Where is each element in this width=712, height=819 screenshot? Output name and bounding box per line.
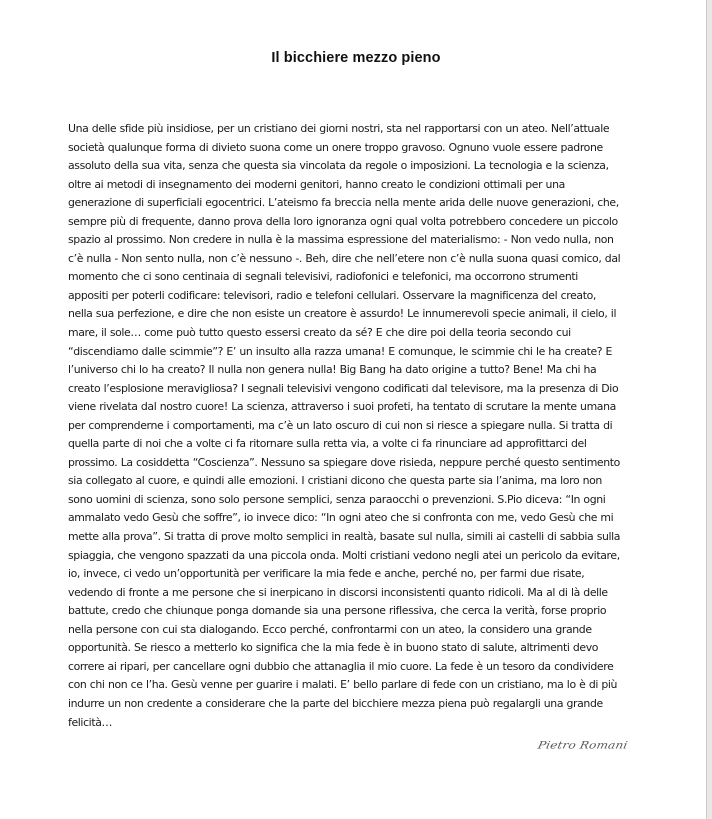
body-line: indurre un non credente a considerare che la parte del bicchiere mezza piena può regalargli una grande — [68, 696, 603, 710]
body-line: correre ai ripari, per cancellare ogni dubbio che attanaglia il mio cuore. La fede è un tesoro da condividere — [68, 659, 614, 673]
body-line: opportunità. Se riesco a metterlo ko significa che la mia fede è in buono stato di salute, altrimenti devo — [68, 641, 599, 655]
body-line: per comprenderne i comportamenti, ma c’è un lato oscuro di cui non si riesce a spiegare nulla. Si tratta di — [68, 418, 613, 432]
body-line: sono uomini di scienza, sono solo persone semplici, senza paraocchi o prevenzioni. S.Pio diceva: “In ogni — [68, 492, 606, 506]
body-line: oltre ai metodi di insegnamento dei moderni genitori, hanno creato le condizioni ottimali per una — [68, 177, 565, 191]
body-line: appositi per poterli codificare: televisori, radio e telefoni cellulari. Osservare la magnificenza del creato, — [68, 288, 596, 302]
body-line: viene rivelata dal nostro cuore! La scienza, attraverso i suoi profeti, ha tentato di scrutare la mente umana — [68, 400, 616, 414]
body-line: con chi non ce l’ha. Gesù venne per guarire i malati. E’ bello parlare di fede con un cristiano, ma lo è di più — [68, 678, 618, 692]
body-line: creato l’esplosione meravigliosa? I segnali televisivi vengono codificati dal televisore, ma la presenza di Dio — [68, 381, 619, 395]
body-line: società qualunque forma di divieto suona come un onere troppo gravoso. Ognuno vuole essere padrone — [68, 140, 603, 154]
body-line: spazio al prossimo. Non credere in nulla è la massima espressione del materialismo: - Non vedo nulla, non — [68, 233, 614, 247]
body-line: l’universo chi lo ha creato? Il nulla non genera nulla! Big Bang ha dato origine a tutto? Bene! Ma chi ha — [68, 363, 597, 377]
body-line: quella parte di noi che a volte ci fa ritornare sulla retta via, a volte ci fa rinunciare ad approfittarci del — [68, 437, 587, 451]
body-line: mare, il sole… come può tutto questo essersi creato da sé? E che dire poi della teoria secondo cui — [68, 326, 571, 340]
body-line: io, invece, ci vedo un’opportunità per verificare la mia fede e anche, perché no, per farmi due risate, — [68, 567, 585, 581]
body-line: c’è nulla - Non sento nulla, non c’è nessuno -. Beh, dire che nell’etere non c’è nulla suona quasi comico, dal — [68, 251, 621, 265]
body-line: spiaggia, che vengono spazzati da una piccola onda. Molti cristiani vedono negli atei un pericolo da evitare, — [68, 548, 620, 562]
document-body — [68, 120, 650, 732]
body-line: battute, credo che chiunque ponga domande sia una persone riflessiva, che cerca la verità, forse proprio — [68, 604, 607, 618]
body-line: felicità… — [68, 715, 113, 729]
body-line: nella sua perfezione, e dire che non esiste un creatore è assurdo! Le innumerevoli specie animali, il cielo, il — [68, 307, 617, 321]
body-line: vedendo di fronte a me persone che si inerpicano in discorsi inconsistenti quanto ridicoli. Ma al di là delle — [68, 585, 608, 599]
body-line: ammalato vedo Gesù che soffre”, io invece dico: “In ogni ateo che si confronta con me, vedo Gesù che mi — [68, 511, 614, 525]
body-line: sempre più di frequente, danno prova della loro ignoranza ogni qual volta potrebbero concedere un piccolo — [68, 214, 618, 228]
body-line: sia collegato al cuore, e quindi alle emozioni. I cristiani dicono che questa parte sia l’anima, ma loro non — [68, 474, 602, 488]
body-line: Una delle sfide più insidiose, per un cristiano dei giorni nostri, sta nel rapportarsi con un ateo. Nell’attuale — [68, 122, 610, 135]
document-title: Il bicchiere mezzo pieno — [271, 50, 441, 66]
author-signature: Pietro Romani — [536, 739, 629, 751]
body-line: “discendiamo dalle scimmie”? E’ un insulto alla razza umana! E comunque, le scimmie chi le ha create? E — [68, 344, 613, 358]
body-line: nella persone con cui sta dialogando. Ecco perché, confrontarmi con un ateo, la considero una grande — [68, 622, 592, 636]
body-line: momento che ci sono centinaia di segnali televisivi, radiofonici e telefonici, ma occorrono strumenti — [68, 270, 578, 284]
body-line: generazione di superficiali egocentrici. L’ateismo fa breccia nella mente arida delle nuove generazioni, che, — [68, 196, 619, 210]
body-line: prossimo. La cosiddetta “Coscienza”. Nessuno sa spiegare dove risieda, neppure perché questo sentimento — [68, 455, 620, 469]
page-edge-shadow — [707, 0, 712, 819]
body-line: mette alla prova”. Si tratta di prove molto semplici in realtà, basate sul nulla, simili ai castelli di sabbia sulla — [68, 530, 621, 544]
body-line: assoluto della sua vita, senza che questa sia vincolata da regole o imposizioni. La tecnologia e la scienza, — [68, 159, 609, 173]
